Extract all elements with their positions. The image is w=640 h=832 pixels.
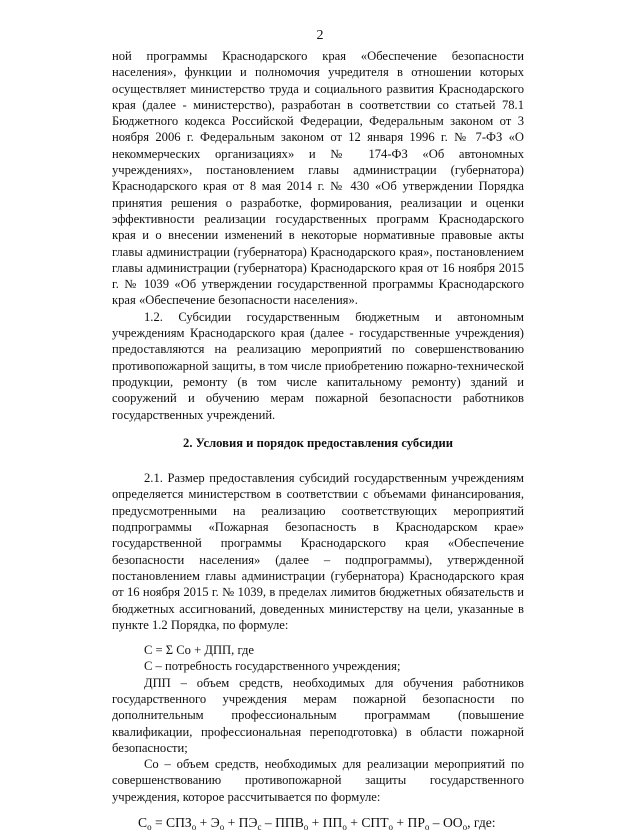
paragraph-1-2: 1.2. Субсидии государственным бюджетным и автономным учреждениям Краснодарского края (далее - государственные учреждения) предоставляются на реализацию мероприятий по совершенствованию противопожарной защиты, в том числе приобретению пожарно-технической продукции, ремонту (в том числе капитальному ремонту) зданий и сооружений и обучению мерам пожарной безопасности работников государственных учреждений. xyxy=(112,309,524,422)
term-oo: ОО xyxy=(442,815,463,831)
definition-dpp: ДПП – объем средств, необходимых для обучения работников государственного учреждения мерам пожарной безопасности по дополнительным профессиональным программам (повышение квалификации, профессиональная переподготовка) в области пожарной безопасности; xyxy=(112,675,524,755)
term-ppv: ППВ xyxy=(275,815,304,831)
term-spt: СПТ xyxy=(361,815,389,831)
formula-lhs: С xyxy=(138,815,148,831)
term-spz: СПЗ xyxy=(166,815,192,831)
definition-c: С – потребность государственного учреждения; xyxy=(144,659,401,674)
section-heading-2: 2. Условия и порядок предоставления субсидии xyxy=(183,435,453,450)
page-number: 2 xyxy=(316,28,324,43)
definition-co: Со – объем средств, необходимых для реализации мероприятий по совершенствованию противопожарной защиты государственного учреждения, которое рассчитывается по формуле: xyxy=(112,757,524,804)
formula-total: С = Σ Со + ДПП, где xyxy=(144,643,254,658)
term-pe: ПЭ xyxy=(238,815,258,831)
term-pp: ПП xyxy=(322,815,343,831)
paragraph-intro-continued: ной программы Краснодарского края «Обеспечение безопасности населения», функции и полномочия учредителя в отношении которых осуществляет министерство труда и социального развития Краснодарского края (далее - министерство), разработан в соответствии со статьей 78.1 Бюджетного кодекса Российской Федерации, Федеральным законом от 3 ноября 2006 г. Федеральным законом от 12 января 1996 г. № 7-ФЗ «О некоммерческих организациях» и № 174-ФЗ «Об автономных учреждениях», постановлением главы администрации (губернатора) Краснодарского края от 8 мая 2014 г. № 430 «Об утверждении Порядка принятия решения о разработке, формирования, реализации и оценки эффективности реализации государственных программ Краснодарского края и о внесении изменений в некоторые нормативные правовые акты главы администрации (губернатора) Краснодарского края», постановлением главы администрации (губернатора) Краснодарского края от 16 ноября 2015 г. № 1039 «Об утверждении государственной программы Краснодарского края «Обеспечение безопасности населения». xyxy=(112,49,524,308)
paragraph-2-1: 2.1. Размер предоставления субсидий государственным учреждениям определяется министерством в соответствии с объемами финансирования, предусмотренными на реализацию соответствующих мероприятий подпрограммы «Пожарная безопасность в Краснодарском крае» государственной программы Краснодарского края «Обеспечение безопасности населения» (далее – подпрограммы), утвержденной постановлением главы администрации (губернатора) Краснодарского края от 16 ноября 2015 г. № 1039, в пределах лимитов бюджетных обязательств и бюджетных ассигнований, доведенных министерству на цели, указанные в пункте 1.2 Порядка, по формуле: xyxy=(112,471,524,632)
document-body xyxy=(112,48,524,831)
formula-co: $С_о = СПЗ_о + Э_о + ПЭ_с - ППВ_о + ПП_о + СПТ_о + ПР_о - ОО_о$, где: xyxy=(138,815,496,832)
term-e: Э xyxy=(210,815,220,831)
term-pr: ПР xyxy=(407,815,425,831)
